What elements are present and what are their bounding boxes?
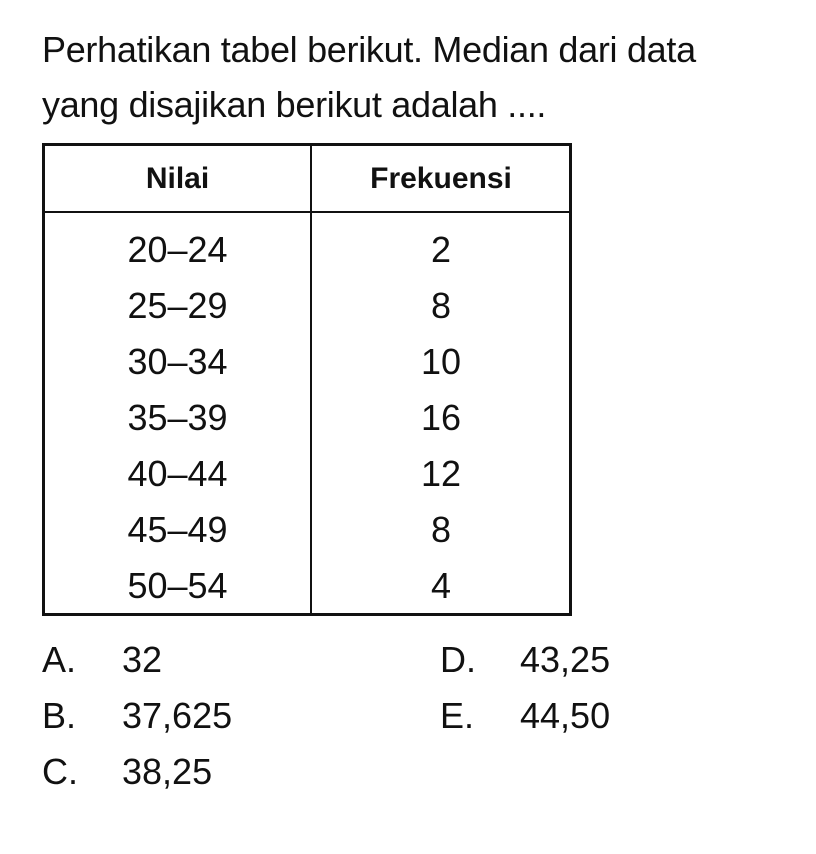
question-text xyxy=(42,22,802,132)
cell-frekuensi: 8 xyxy=(430,285,452,326)
option-letter: D. xyxy=(440,639,476,680)
option-letter: A. xyxy=(42,639,77,680)
table-row xyxy=(45,334,569,390)
cell-frekuensi: 10 xyxy=(420,341,462,382)
cell-nilai: 35–39 xyxy=(127,397,228,438)
option-d[interactable] xyxy=(440,632,610,688)
cell-nilai: 45–49 xyxy=(127,509,228,550)
cell-frekuensi: 8 xyxy=(430,509,452,550)
option-letter: B. xyxy=(42,695,77,736)
table-row xyxy=(45,222,569,278)
cell-nilai: 20–24 xyxy=(127,229,228,270)
header-nilai: Nilai xyxy=(145,162,210,195)
table-row xyxy=(45,558,569,614)
cell-frekuensi: 16 xyxy=(420,397,462,438)
option-value: 38,25 xyxy=(122,751,213,792)
frequency-table xyxy=(42,143,572,616)
cell-nilai: 50–54 xyxy=(127,565,228,606)
option-value: 37,625 xyxy=(122,695,233,736)
table-body xyxy=(45,222,569,614)
cell-nilai: 30–34 xyxy=(127,341,228,382)
option-b[interactable] xyxy=(42,688,232,744)
table-header-row xyxy=(45,146,569,213)
option-letter: C. xyxy=(42,751,78,792)
table-row xyxy=(45,278,569,334)
option-a[interactable] xyxy=(42,632,162,688)
option-c[interactable] xyxy=(42,744,212,800)
option-value: 43,25 xyxy=(520,639,611,680)
option-e[interactable] xyxy=(440,688,610,744)
option-value: 44,50 xyxy=(520,695,611,736)
cell-frekuensi: 12 xyxy=(420,453,462,494)
header-frekuensi: Frekuensi xyxy=(370,162,512,195)
option-letter: E. xyxy=(440,695,475,736)
cell-nilai: 25–29 xyxy=(127,285,228,326)
table-row xyxy=(45,446,569,502)
option-value: 32 xyxy=(122,639,163,680)
cell-frekuensi: 4 xyxy=(430,565,452,606)
cell-nilai: 40–44 xyxy=(127,453,228,494)
table-row xyxy=(45,390,569,446)
table-row xyxy=(45,502,569,558)
question-line-2: yang disajikan berikut adalah .... xyxy=(42,84,547,125)
cell-frekuensi: 2 xyxy=(430,229,452,270)
question-line-1: Perhatikan tabel berikut. Median dari data xyxy=(42,29,696,70)
